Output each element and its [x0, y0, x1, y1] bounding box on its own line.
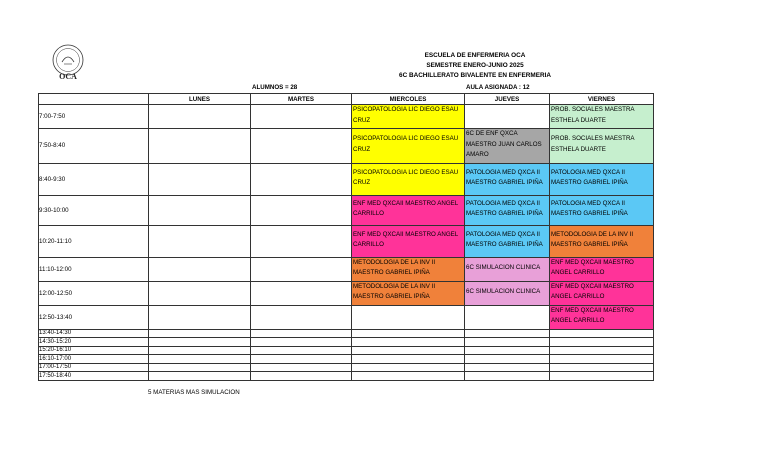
schedule-cell-viernes	[550, 329, 654, 338]
table-row	[39, 355, 654, 364]
time-slot: 16:10-17:00	[39, 355, 149, 364]
schedule-cell-jueves	[465, 195, 550, 225]
class-text: PATOLOGIA MED QXCA II	[466, 230, 540, 238]
schedule-cell-lunes	[149, 329, 251, 338]
class-text: MAESTRO JUAN CARLOS	[466, 140, 542, 148]
logo-name: OCA	[59, 72, 77, 81]
schedule-cell-martes	[251, 163, 352, 195]
schedule-cell-jueves	[465, 129, 550, 164]
class-text: PSICOPATOLOGIA LIC DIEGO ESAU	[353, 135, 459, 143]
class-text: METODOLOGIA DE LA INV II	[353, 282, 436, 290]
class-text: PROB. SOCIALES MAESTRA	[551, 106, 635, 113]
aula-assigned: AULA ASIGNADA : 12	[466, 84, 530, 91]
class-text: ENF MED QXCAII MAESTRO	[551, 258, 634, 266]
schedule-cell-jueves	[465, 329, 550, 338]
schedule-cell-miercoles	[352, 105, 465, 129]
class-text: MAESTRO GABRIEL IPIÑA	[466, 241, 543, 248]
schedule-cell-lunes	[149, 105, 251, 129]
class-text: MAESTRO GABRIEL IPIÑA	[353, 269, 430, 276]
time-slot: 8:40-9:30	[39, 163, 149, 195]
schedule-cell-jueves	[465, 163, 550, 195]
class-text: AMARO	[466, 151, 489, 158]
schedule-cell-martes	[251, 105, 352, 129]
schedule-cell-martes	[251, 372, 352, 381]
header-day: VIERNES	[550, 94, 654, 105]
schedule-cell-miercoles	[352, 225, 465, 257]
class-text: METODOLOGIA DE LA INV II	[353, 258, 436, 266]
time-slot: 10:20-11:10	[39, 225, 149, 257]
table-row	[39, 257, 654, 281]
class-text: PATOLOGIA MED QXCA II	[551, 168, 625, 176]
schedule-cell-miercoles	[352, 363, 465, 372]
schedule-cell-jueves	[465, 338, 550, 347]
class-text: 6C SIMULACION CLINICA	[466, 287, 541, 295]
schedule-cell-lunes	[149, 257, 251, 281]
schedule-cell-miercoles	[352, 372, 465, 381]
schedule-cell-miercoles	[352, 257, 465, 281]
class-text: ANGEL CARRILLO	[551, 269, 605, 276]
schedule-cell-miercoles	[352, 281, 465, 305]
schedule-cell-martes	[251, 363, 352, 372]
time-slot: 12:00-12:50	[39, 281, 149, 305]
schedule-cell-martes	[251, 329, 352, 338]
class-text: CRUZ	[353, 179, 371, 186]
class-text: ENF MED QXCAII MAESTRO	[551, 282, 634, 290]
class-text: PATOLOGIA MED QXCA II	[466, 199, 540, 207]
schedule-cell-lunes	[149, 355, 251, 364]
class-text: ESTHELA DUARTE	[551, 116, 606, 124]
header-day: MARTES	[251, 94, 352, 105]
class-text: METODOLOGIA DE LA INV II	[551, 230, 634, 238]
schedule-cell-lunes	[149, 305, 251, 329]
time-slot: 12:50-13:40	[39, 305, 149, 329]
schedule-cell-jueves	[465, 355, 550, 364]
schedule-cell-viernes	[550, 163, 654, 195]
class-text: CRUZ	[353, 116, 371, 124]
school-title: ESCUELA DE ENFERMERIA OCA	[424, 52, 526, 59]
schedule-cell-viernes	[550, 355, 654, 364]
schedule-cell-miercoles	[352, 338, 465, 347]
schedule-cell-viernes	[550, 105, 654, 129]
schedule-cell-martes	[251, 281, 352, 305]
time-slot: 15:20-16:10	[39, 346, 149, 355]
class-text: PSICOPATOLOGIA LIC DIEGO ESAU	[353, 106, 459, 113]
schedule-cell-martes	[251, 346, 352, 355]
schedule-cell-miercoles	[352, 346, 465, 355]
table-row	[39, 363, 654, 372]
table-row	[39, 346, 654, 355]
schedule-cell-lunes	[149, 346, 251, 355]
table-row	[39, 372, 654, 381]
footer-note: 5 MATERIAS MAS SIMULACION	[148, 389, 240, 396]
schedule-cell-lunes	[149, 195, 251, 225]
time-slot: 17:00-17:50	[39, 363, 149, 372]
header-day: LUNES	[149, 94, 251, 105]
schedule-cell-viernes	[550, 346, 654, 355]
schedule-cell-lunes	[149, 163, 251, 195]
class-text: CARRILLO	[353, 241, 384, 248]
schedule-cell-lunes	[149, 225, 251, 257]
header-day: MIERCOLES	[352, 94, 465, 105]
class-text: ENF MED QXCAII MAESTRO ANGEL	[353, 230, 459, 238]
table-row	[39, 305, 654, 329]
class-text: PSICOPATOLOGIA LIC DIEGO ESAU	[353, 168, 459, 176]
schedule-cell-viernes	[550, 372, 654, 381]
header-row	[39, 94, 654, 105]
table-row	[39, 225, 654, 257]
schedule-cell-miercoles	[352, 355, 465, 364]
time-slot: 7:00-7:50	[39, 105, 149, 129]
table-row	[39, 329, 654, 338]
class-text: ANGEL CARRILLO	[551, 293, 605, 300]
schedule-cell-martes	[251, 257, 352, 281]
schedule-cell-jueves	[465, 225, 550, 257]
class-text: MAESTRO GABRIEL IPIÑA	[466, 210, 543, 217]
class-text: 6C DE ENF QXCA	[466, 130, 518, 137]
schedule-cell-lunes	[149, 338, 251, 347]
table-row	[39, 195, 654, 225]
time-slot: 11:10-12:00	[39, 257, 149, 281]
alumnos-count: ALUMNOS = 28	[252, 84, 298, 91]
schedule-cell-viernes	[550, 305, 654, 329]
class-text: MAESTRO GABRIEL IPIÑA	[551, 179, 628, 186]
class-text: PATOLOGIA MED QXCA II	[551, 199, 625, 207]
schedule-cell-jueves	[465, 281, 550, 305]
class-text: 6C SIMULACION CLINICA	[466, 263, 541, 271]
header-day: JUEVES	[465, 94, 550, 105]
schedule-cell-viernes	[550, 225, 654, 257]
schedule-cell-viernes	[550, 195, 654, 225]
schedule-cell-jueves	[465, 363, 550, 372]
table-row	[39, 281, 654, 305]
schedule-cell-martes	[251, 195, 352, 225]
class-text: ENF MED QXCAII MAESTRO	[551, 306, 634, 314]
class-text: PROB. SOCIALES MAESTRA	[551, 135, 635, 143]
schedule-cell-viernes	[550, 363, 654, 372]
schedule-table	[38, 93, 654, 381]
table-row	[39, 163, 654, 195]
schedule-cell-miercoles	[352, 195, 465, 225]
schedule-cell-lunes	[149, 129, 251, 164]
class-text: ESTHELA DUARTE	[551, 145, 606, 153]
schedule-cell-martes	[251, 305, 352, 329]
schedule-cell-lunes	[149, 363, 251, 372]
schedule-cell-jueves	[465, 305, 550, 329]
schedule-cell-viernes	[550, 281, 654, 305]
schedule-cell-martes	[251, 338, 352, 347]
time-slot: 9:30-10:00	[39, 195, 149, 225]
time-slot: 7:50-8:40	[39, 129, 149, 164]
schedule-cell-martes	[251, 129, 352, 164]
time-slot: 17:50-18:40	[39, 372, 149, 381]
class-text: MAESTRO GABRIEL IPIÑA	[353, 293, 430, 300]
class-text: ENF MED QXCAII MAESTRO ANGEL	[353, 199, 459, 207]
schedule-cell-jueves	[465, 372, 550, 381]
semester-title: SEMESTRE ENERO-JUNIO 2025	[426, 62, 524, 69]
schedule-cell-lunes	[149, 281, 251, 305]
header-time	[39, 94, 149, 105]
schedule-cell-viernes	[550, 338, 654, 347]
table-row	[39, 105, 654, 129]
schedule-cell-jueves	[465, 105, 550, 129]
schedule-cell-jueves	[465, 257, 550, 281]
table-row	[39, 338, 654, 347]
schedule-cell-miercoles	[352, 163, 465, 195]
schedule-cell-martes	[251, 225, 352, 257]
class-text: ANGEL CARRILLO	[551, 317, 605, 324]
schedule-cell-miercoles	[352, 129, 465, 164]
class-text: MAESTRO GABRIEL IPIÑA	[551, 241, 628, 248]
class-text: CRUZ	[353, 145, 371, 153]
schedule-cell-martes	[251, 355, 352, 364]
schedule-cell-jueves	[465, 346, 550, 355]
class-text: PATOLOGIA MED QXCA II	[466, 168, 540, 176]
time-slot: 14:30-15:20	[39, 338, 149, 347]
schedule-cell-viernes	[550, 129, 654, 164]
schedule-cell-viernes	[550, 257, 654, 281]
school-logo	[44, 42, 92, 82]
table-row	[39, 129, 654, 164]
class-text: CARRILLO	[353, 210, 384, 217]
group-title: 6C BACHILLERATO BIVALENTE EN ENFERMERIA	[399, 72, 551, 79]
time-slot: 13:40-14:30	[39, 329, 149, 338]
class-text: MAESTRO GABRIEL IPIÑA	[551, 210, 628, 217]
schedule-cell-miercoles	[352, 305, 465, 329]
schedule-cell-lunes	[149, 372, 251, 381]
class-text: MAESTRO GABRIEL IPIÑA	[466, 179, 543, 186]
schedule-cell-miercoles	[352, 329, 465, 338]
